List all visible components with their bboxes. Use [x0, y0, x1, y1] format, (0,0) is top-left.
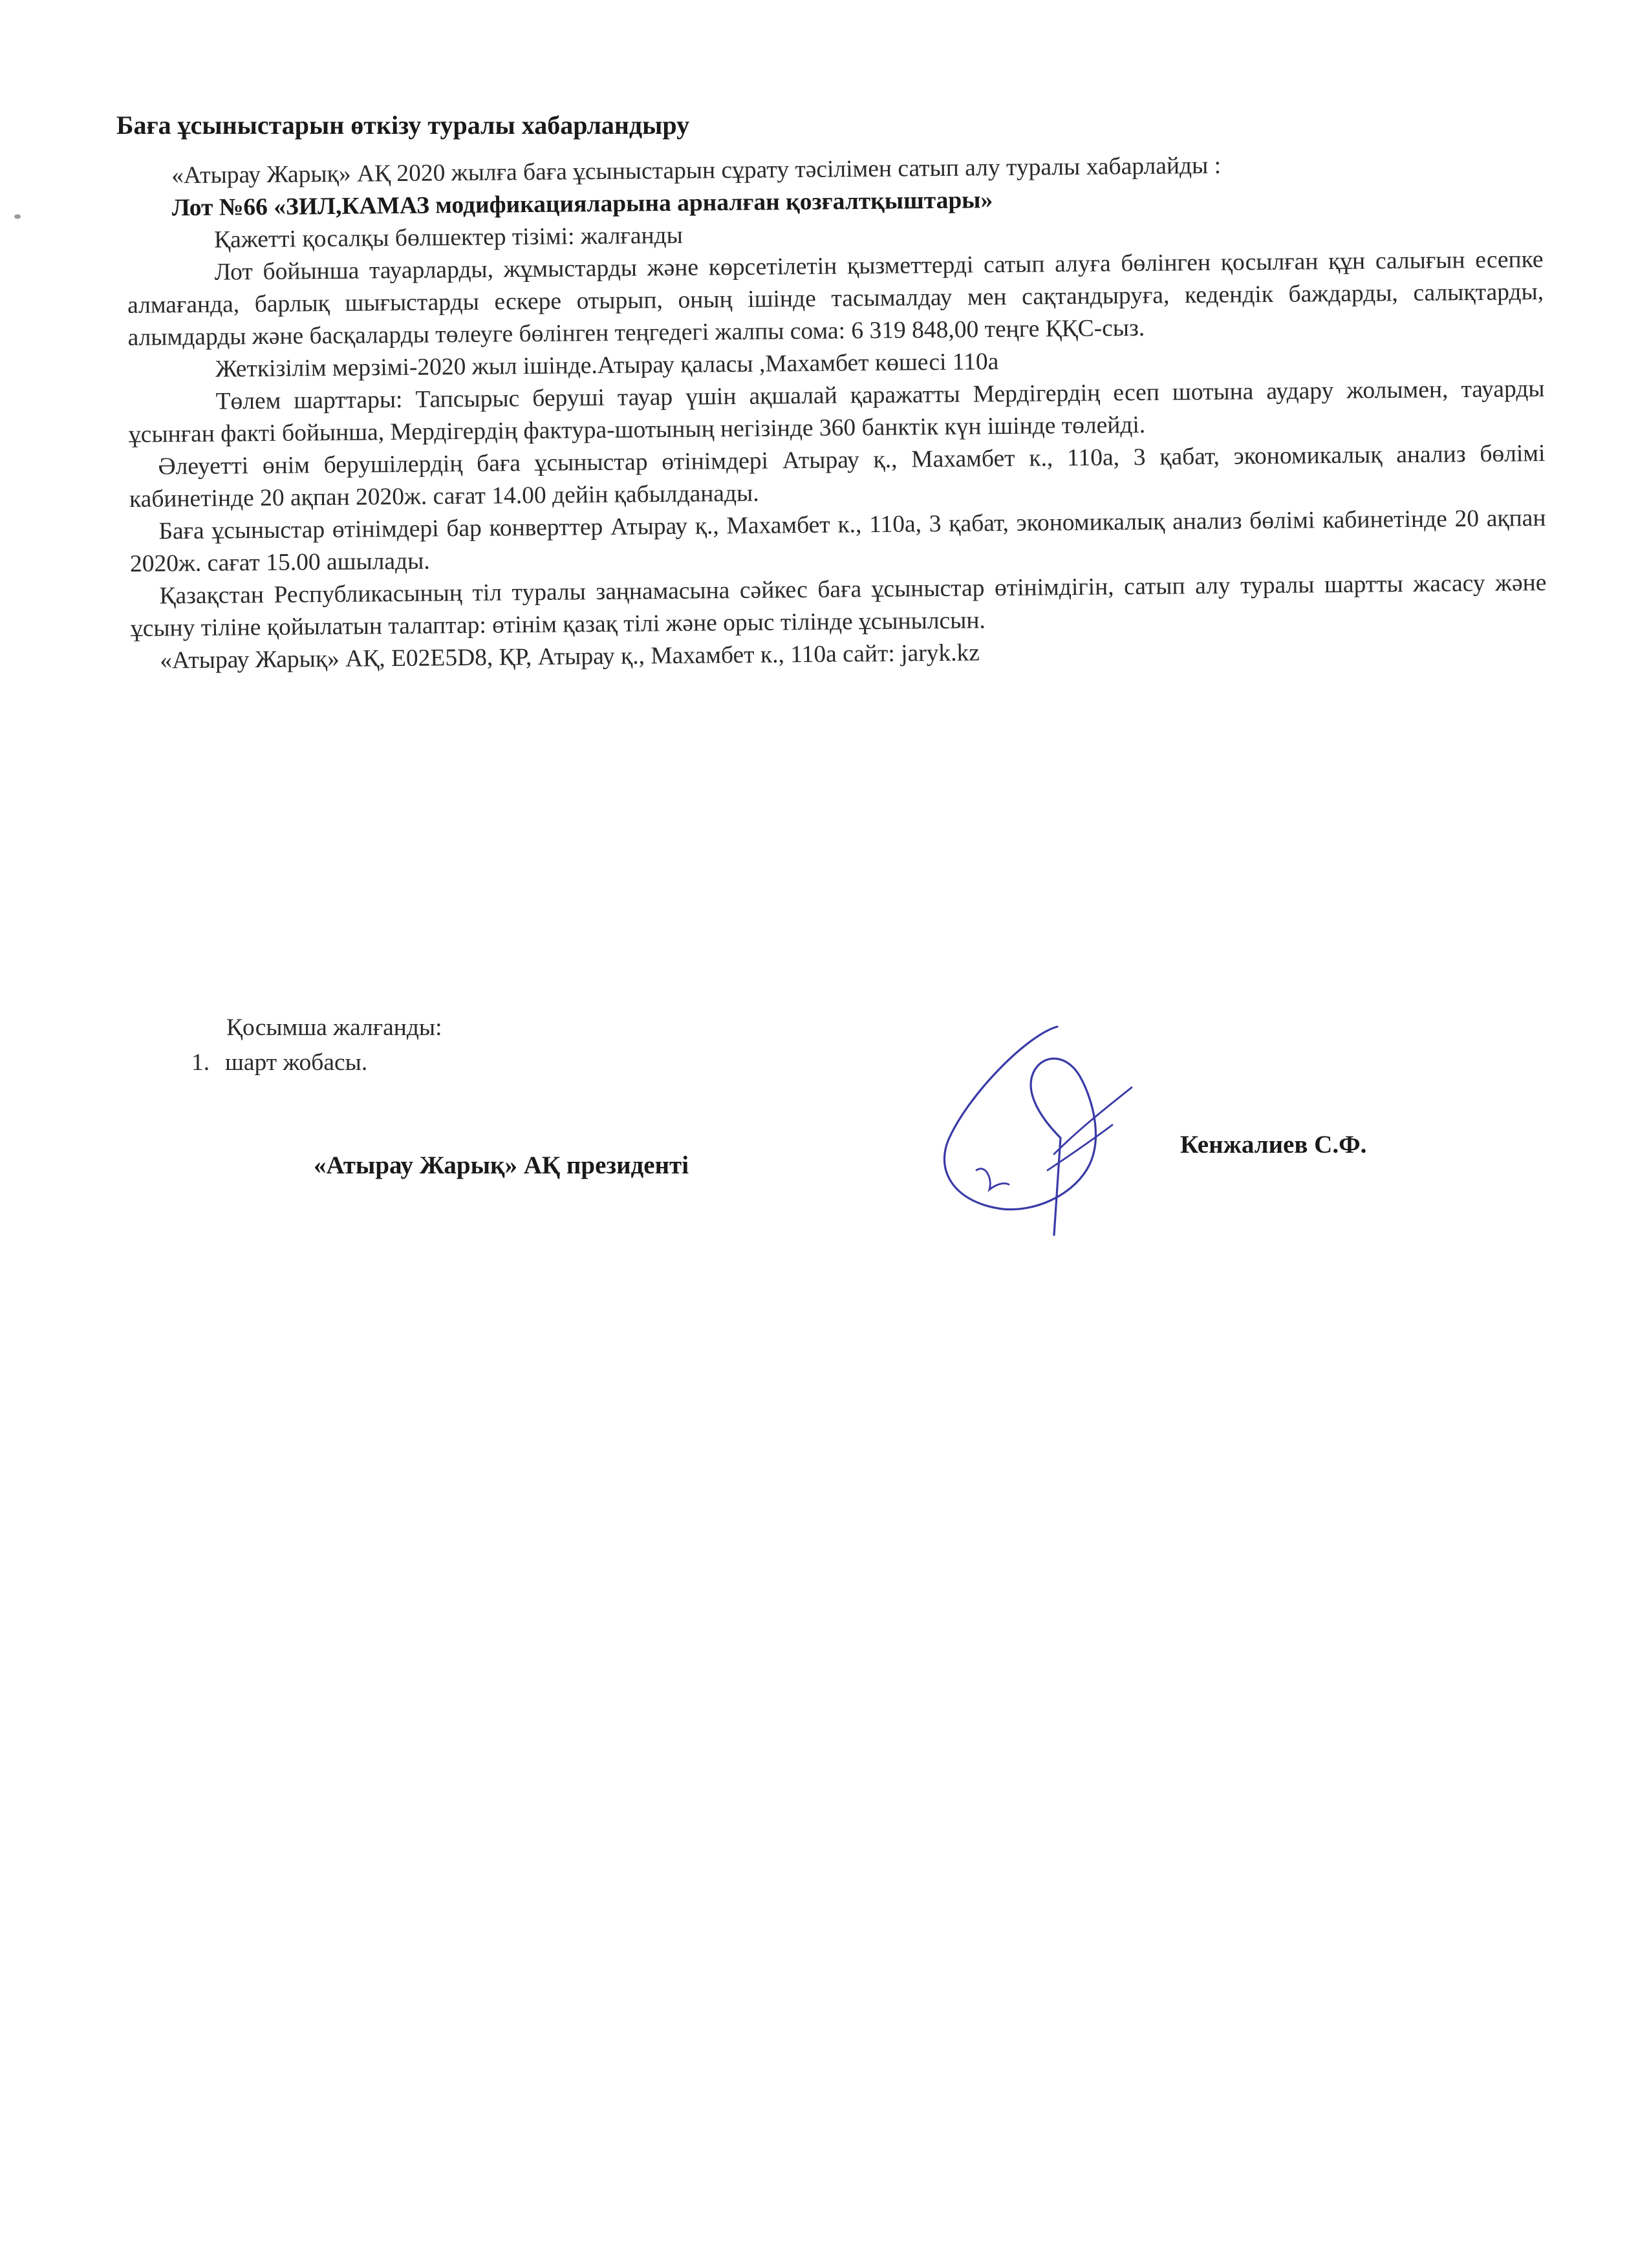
applications-paragraph: Әлеуетті өнім берушілердің баға ұсыныстар өтінімдері Атырау қ., Махамбет к., 110а, 3 қабат, экономикалық анализ бөлімі кабинетінде 20 ақпан 2020ж. сағат 14.00 дейін қабылданады. [129, 440, 1546, 513]
delivery-paragraph: Жеткізілім мерзімі-2020 жыл ішінде.Атырау қаласы ,Махамбет көшесі 110а [215, 348, 999, 383]
language-paragraph: Қазақстан Республикасының тіл туралы заңнамасына сәйкес баға ұсыныстар өтінімдігін, сатып алу туралы шартты жасасу және ұсыну тіліне қойылатын талаптар: өтінім қазақ тілі және орыс тілінде ұсынылсын. [130, 569, 1547, 642]
document-title: Баға ұсыныстарын өткізу туралы хабарландыру [116, 111, 690, 140]
signature-stroke [976, 1087, 1132, 1190]
envelopes-paragraph: Баға ұсыныстар өтінімдері бар конверттер Атырау қ., Махамбет к., 110а, 3 қабат, экономикалық анализ бөлімі кабинетінде 20 ақпан 2020ж. сағат 15.00 ашылады. [129, 504, 1546, 577]
attachment-text: шарт жобасы. [225, 1049, 368, 1076]
company-address: «Атырау Жарық» АҚ, E02E5D8, ҚР, Атырау қ., Махамбет к., 110а сайт: jaryk.kz [160, 639, 980, 674]
handwritten-signature [931, 1015, 1145, 1248]
document-body [126, 147, 1547, 678]
signature-stroke [944, 1027, 1095, 1235]
lot-heading: Лот №66 «ЗИЛ,КАМАЗ модификацияларына арналған қозғалтқыштары» [171, 187, 993, 222]
payment-paragraph: Төлем шарттары: Тапсырыс беруші тауар үшін ақшалай қаражатты Мердігердің есеп шотына аудару жолымен, тауарды ұсынған факті бойынша, Мердігердің фактура-шотының негізінде 360 банктік күн ішінде төлейді. [128, 375, 1545, 448]
attachment-item [191, 1049, 367, 1076]
intro-paragraph: «Атырау Жарық» АҚ 2020 жылға баға ұсыныстарын сұрату тәсілімен сатып алу туралы хабарлайды : [171, 152, 1222, 189]
amount-paragraph: Лот бойынша тауарларды, жұмыстарды және көрсетілетін қызметтерді сатып алуға бөлінген қосылған құн салығын есепке алмағанда, барлық шығыстарды ескере отырып, оның ішінде тасымалдау мен сақтандыруға, кедендік баждарды, салықтарды, алымдарды және басқаларды төлеуге бөлінген теңгедегі жалпы сома: 6 319 848,00 теңге ҚҚС-сыз. [127, 246, 1544, 351]
parts-list-paragraph: Қажетті қосалқы бөлшектер тізімі: жалғанды [213, 222, 684, 253]
scan-speck [13, 213, 22, 220]
attachments-title: Қосымша жалғанды: [226, 1014, 442, 1041]
attachment-number: 1. [191, 1049, 210, 1076]
signatory-position: «Атырау Жарық» АҚ президенті [314, 1151, 689, 1179]
signatory-name: Кенжалиев С.Ф. [1180, 1131, 1367, 1159]
